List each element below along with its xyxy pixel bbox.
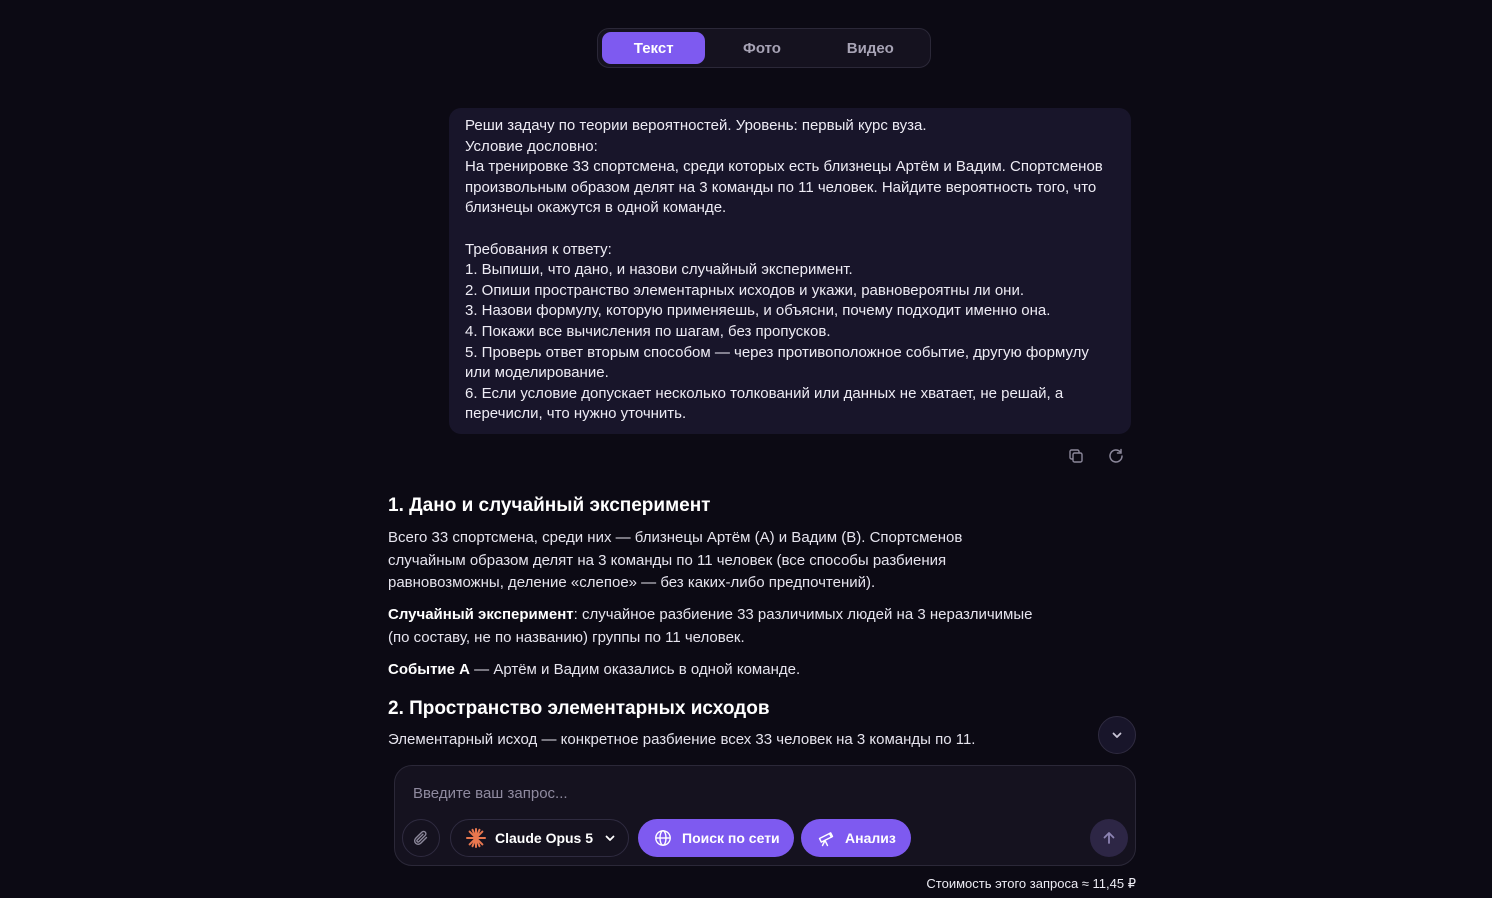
answer-heading: 2. Пространство элементарных исходов bbox=[388, 698, 770, 719]
analysis-button[interactable] bbox=[801, 819, 911, 857]
web-search-button[interactable] bbox=[638, 819, 794, 857]
mode-tabs bbox=[597, 28, 931, 68]
attach-button[interactable] bbox=[402, 819, 440, 857]
web-search-label: Поиск по сети bbox=[682, 830, 780, 846]
message-actions bbox=[1066, 446, 1126, 466]
composer bbox=[394, 765, 1136, 866]
model-selector[interactable] bbox=[450, 819, 629, 857]
globe-icon bbox=[654, 829, 672, 847]
send-button[interactable] bbox=[1090, 819, 1128, 857]
scroll-down-button[interactable] bbox=[1098, 716, 1136, 754]
bold-term: Случайный эксперимент bbox=[388, 606, 574, 623]
request-cost: Стоимость этого запроса ≈ 11,45 ₽ bbox=[926, 876, 1136, 891]
claude-spark-icon bbox=[465, 827, 487, 849]
tab-video[interactable]: Видео bbox=[846, 39, 894, 57]
chevron-down-icon bbox=[1110, 728, 1124, 742]
user-message: Реши задачу по теории вероятностей. Уровень: первый курс вуза. Условие дословно: На тренировке 33 спортсмена, среди которых есть близнецы Артём и Вадим. Спортсменов произвольным образом делят на 3 команды по 11 человек. Найдите вероятность того, что близнецы окажутся в одной команде. Требования к ответу: 1. Выпиши, что дано, и назови случайный эксперимент. 2. Опиши пространство элементарных исходов и укажи, равновероятны ли они. 3. Назови формулу, которую применяешь, и объясни, почему подходит именно она. 4. Покажи все вычисления по шагам, без пропусков. 5. Проверь ответ вторым способом — через противоположное событие, другую формулу или моделирование. 6. Если условие допускает несколько толкований или данных не хватает, не решай, а перечисли, что нужно уточнить. bbox=[449, 108, 1131, 434]
model-name: Claude Opus 5 bbox=[495, 830, 594, 846]
tab-text[interactable]: Текст bbox=[602, 32, 705, 64]
arrow-up-icon bbox=[1101, 830, 1117, 846]
answer-heading: 1. Дано и случайный эксперимент bbox=[388, 495, 711, 516]
copy-icon[interactable] bbox=[1066, 446, 1086, 466]
answer-paragraph bbox=[388, 659, 800, 682]
chevron-down-icon bbox=[603, 831, 617, 845]
telescope-icon bbox=[817, 829, 835, 847]
tab-photo[interactable]: Фото bbox=[743, 39, 781, 57]
answer-paragraph bbox=[388, 604, 1038, 649]
paperclip-icon bbox=[412, 829, 430, 847]
prompt-input[interactable] bbox=[411, 780, 1075, 806]
answer-paragraph: Элементарный исход — конкретное разбиение всех 33 человек на 3 команды по 11. bbox=[388, 731, 976, 748]
bold-term: Событие A bbox=[388, 661, 470, 678]
paragraph-text: : случайное разбиение 33 различимых людей на 3 неразличимые (по составу, не по названию) группы по 11 человек. bbox=[388, 606, 1033, 646]
paragraph-text: — Артём и Вадим оказались в одной команде. bbox=[469, 661, 801, 678]
answer-paragraph: Всего 33 спортсмена, среди них — близнецы Артём (A) и Вадим (B). Спортсменов случайным образом делят на 3 команды по 11 человек (все способы разбиения равновозможны, деление «слепое» — без каких-либо предпочтений). bbox=[388, 529, 963, 591]
refresh-icon[interactable] bbox=[1106, 446, 1126, 466]
analysis-label: Анализ bbox=[845, 830, 896, 846]
